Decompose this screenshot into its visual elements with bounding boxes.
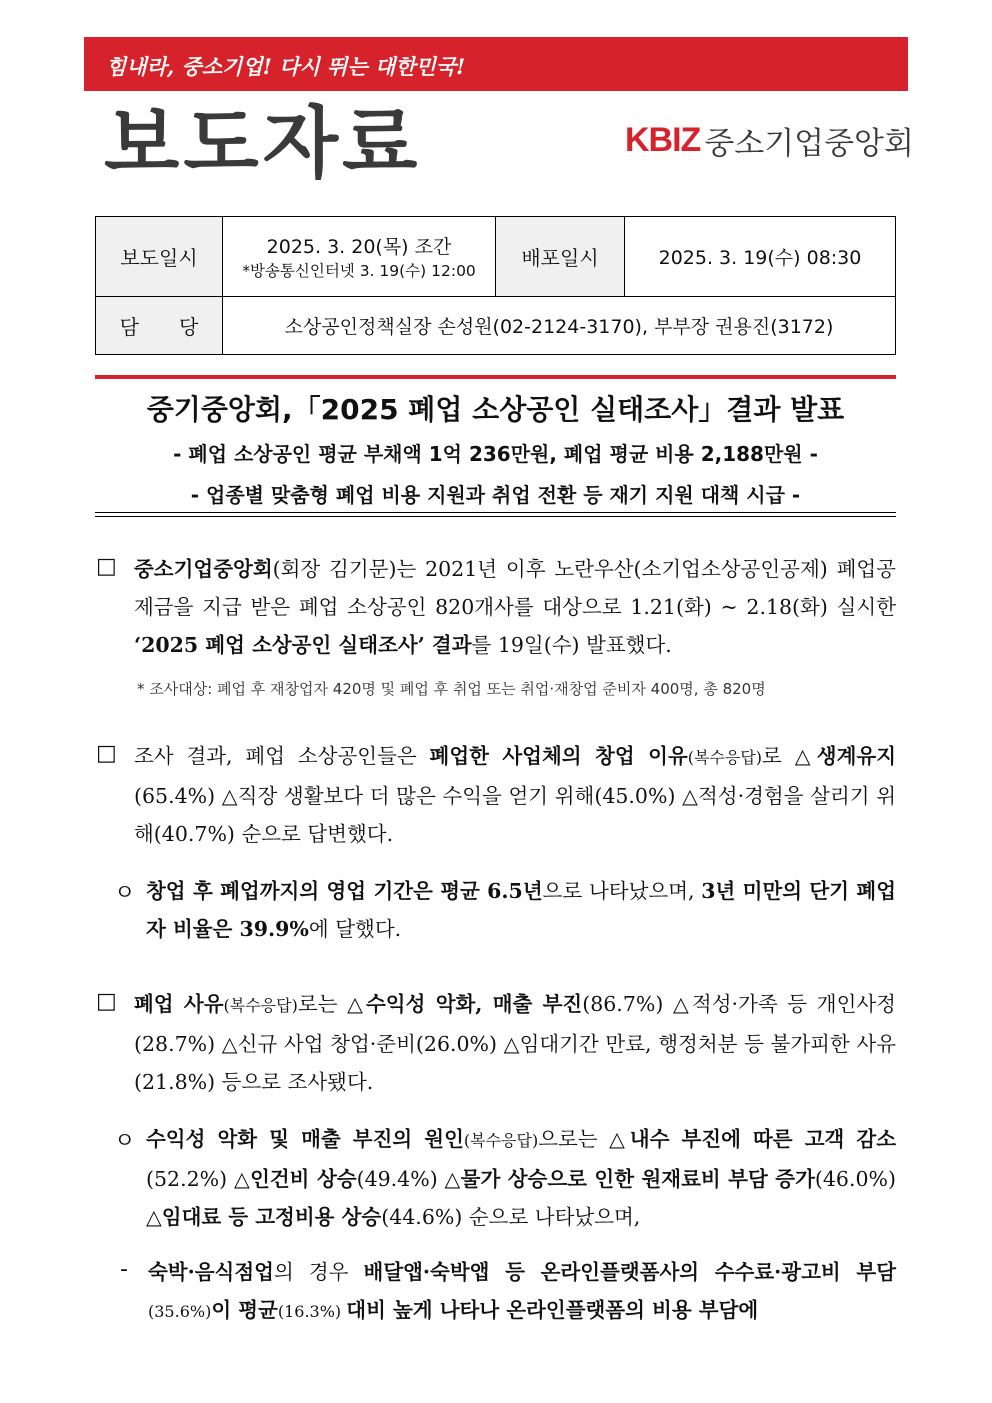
release-broadcast-time: *방송통신인터넷 3. 19(수) 12:00 bbox=[242, 262, 476, 280]
p5-bold1: 수익성 악화 및 매출 부진의 원인 bbox=[146, 1127, 464, 1151]
p6-text-a: 의 경우 bbox=[273, 1260, 364, 1284]
subheadline-1: - 폐업 소상공인 평균 부채액 1억 236만원, 폐업 평균 비용 2,188만원 - bbox=[173, 442, 818, 466]
paragraph-6 bbox=[148, 1253, 896, 1331]
p4-multi: (복수응답) bbox=[223, 996, 298, 1015]
p2-text-a: 조사 결과, 폐업 소상공인들은 bbox=[134, 744, 430, 768]
p1-text-b: 를 19일(수) 발표했다. bbox=[471, 633, 672, 657]
red-divider bbox=[95, 375, 896, 379]
p6-bold3: 이 평균 bbox=[211, 1298, 278, 1322]
p2-multi: (복수응답) bbox=[687, 748, 763, 767]
p6-bold1: 숙박·음식점업 bbox=[148, 1260, 274, 1284]
p3-bold1: 창업 후 폐업까지의 영업 기간은 평균 6.5년 bbox=[146, 879, 543, 903]
release-info-table bbox=[95, 216, 896, 355]
survey-title: ‘2025 폐업 소상공인 실태조사’ 결과 bbox=[134, 633, 472, 657]
p5-multi: (복수응답) bbox=[463, 1131, 539, 1150]
p3-text-b: 에 달했다. bbox=[308, 917, 402, 941]
org-name: 중소기업중앙회 bbox=[134, 557, 273, 581]
p5-bold3: 인건비 상승 bbox=[250, 1167, 357, 1191]
p4-text-a: 로는 △ bbox=[297, 992, 366, 1016]
paragraph-2 bbox=[134, 737, 896, 853]
paragraph-5 bbox=[146, 1120, 896, 1236]
slogan-banner bbox=[84, 37, 908, 91]
contact-value: 소상공인정책실장 손성원(02-2124-3170), 부부장 권용진(3172) bbox=[223, 297, 896, 355]
double-divider-top bbox=[95, 512, 896, 513]
distribution-date: 2025. 3. 19(수) 08:30 bbox=[625, 217, 896, 297]
release-date-label: 보도일시 bbox=[96, 217, 223, 297]
p3-text-a: 으로 나타났으며, bbox=[542, 879, 702, 903]
p5-text-c: (49.4%) △ bbox=[356, 1167, 461, 1191]
p4-bold1: 폐업 사유 bbox=[134, 992, 224, 1016]
p6-text-c: (16.3%) bbox=[277, 1302, 347, 1321]
slogan-text: 힘내라, 중소기업! 다시 뛰는 대한민국! bbox=[106, 54, 466, 79]
main-headline: 중기중앙회,「2025 폐업 소상공인 실태조사」결과 발표 bbox=[146, 393, 845, 426]
box-bullet: □ bbox=[96, 554, 117, 579]
p5-text-a: 으로는 △ bbox=[538, 1127, 630, 1151]
release-date: 2025. 3. 20(목) 조간 bbox=[266, 236, 452, 258]
p6-text-b: (35.6%) bbox=[148, 1302, 212, 1321]
logo-mark: KBIZ bbox=[625, 120, 701, 159]
p6-bold2: 배달앱·숙박앱 등 온라인플랫폼사의 수수료·광고비 부담 bbox=[363, 1260, 896, 1284]
paragraph-1 bbox=[134, 550, 896, 664]
p2-text-b: 로 △ bbox=[762, 744, 817, 768]
p6-bold4: 대비 높게 나타나 온라인플랫폼의 비용 부담에 bbox=[346, 1298, 759, 1322]
logo-org-name: 중소기업중앙회 bbox=[704, 125, 914, 162]
p3-bold2: 3년 미만의 단기 폐업자 비율은 39.9% bbox=[146, 879, 896, 941]
p2-bold2: 생계유지 bbox=[816, 744, 896, 768]
survey-note: * 조사대상: 폐업 후 재창업자 420명 및 폐업 후 취업 또는 취업·재창업 준비자 400명, 총 820명 bbox=[137, 680, 766, 698]
box-bullet: □ bbox=[96, 741, 117, 766]
p2-bold: 폐업한 사업체의 창업 이유 bbox=[429, 744, 688, 768]
paragraph-3 bbox=[146, 872, 896, 948]
subheadline-2: - 업종별 맞춤형 폐업 비용 지원과 취업 전환 등 재기 지원 대책 시급 - bbox=[190, 483, 801, 507]
p2-text-c: (65.4%) △직장 생활보다 더 많은 수익을 얻기 위해(45.0%) △적성·경험을 살리기 위해(40.7%) 순으로 답변했다. bbox=[134, 784, 896, 846]
box-bullet: □ bbox=[96, 989, 117, 1014]
page-title: 보도자료 bbox=[104, 99, 422, 189]
p5-text-b: (52.2%) △ bbox=[146, 1167, 251, 1191]
p5-bold2: 내수 부진에 따른 고객 감소 bbox=[629, 1127, 896, 1151]
p5-text-d: (46.0%) △ bbox=[146, 1167, 896, 1229]
p5-text-e: (44.6%) 순으로 나타났으며, bbox=[381, 1205, 641, 1229]
p1-text-a: (회장 김기문)는 2021년 이후 노란우산(소기업소상공인공제) 폐업공제금을 지급 받은 폐업 소상공인 820개사를 대상으로 1.21(화) ~ 2.18(화) 실시한 bbox=[134, 557, 896, 619]
contact-label: 담 당 bbox=[96, 297, 223, 355]
kbiz-logo bbox=[625, 118, 914, 162]
p4-bold2: 수익성 악화, 매출 부진 bbox=[366, 992, 583, 1016]
distribution-label: 배포일시 bbox=[496, 217, 625, 297]
double-divider-bottom bbox=[95, 516, 896, 517]
circle-bullet: ㅇ bbox=[114, 881, 136, 906]
p5-bold5: 임대료 등 고정비용 상승 bbox=[161, 1205, 382, 1229]
dash-bullet: - bbox=[120, 1257, 128, 1282]
release-date-cell bbox=[223, 217, 496, 297]
p4-text-b: (86.7%) △적성·가족 등 개인사정(28.7%) △신규 사업 창업·준비(26.0%) △임대기간 만료, 행정처분 등 불가피한 사유(21.8%) 등으로 조사됐다. bbox=[134, 992, 896, 1094]
p5-bold4: 물가 상승으로 인한 원재료비 부담 증가 bbox=[460, 1167, 815, 1191]
paragraph-4 bbox=[134, 985, 896, 1101]
circle-bullet: ㅇ bbox=[114, 1129, 136, 1154]
